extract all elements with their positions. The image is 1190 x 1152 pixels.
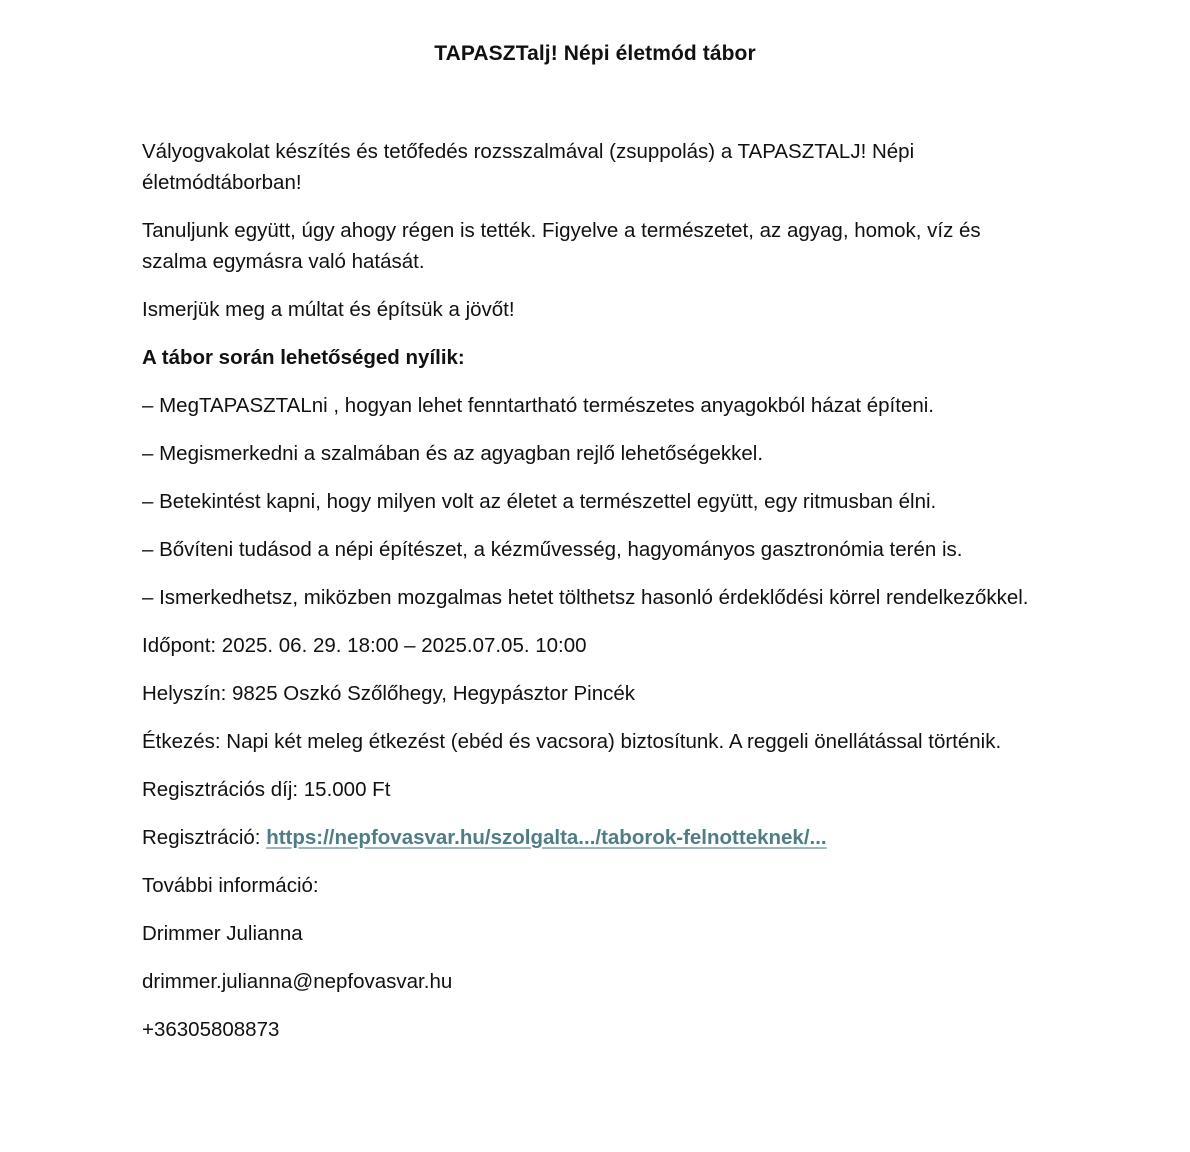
- opportunity-item: – Betekintést kapni, hogy milyen volt az életet a természettel együtt, egy ritmusban élni.: [142, 490, 937, 513]
- document-title: TAPASZTalj! Népi életmód tábor: [434, 42, 756, 65]
- registration-line: [142, 822, 1047, 853]
- event-fee: Regisztrációs díj: 15.000 Ft: [142, 778, 391, 801]
- contact-heading: További információ:: [142, 874, 319, 897]
- opportunity-item: – Bővíteni tudásod a népi építészet, a kézművesség, hagyományos gasztronómia terén is.: [142, 538, 963, 561]
- event-meals: Étkezés: Napi két meleg étkezést (ebéd és vacsora) biztosítunk. A reggeli önellátással történik.: [142, 730, 1002, 753]
- registration-label: Regisztráció:: [142, 826, 267, 849]
- intro-paragraph-2: Tanuljunk együtt, úgy ahogy régen is tették. Figyelve a természetet, az agyag, homok, víz és szalma egymásra való hatását.: [142, 219, 981, 273]
- opportunity-item: – MegTAPASZTALni , hogyan lehet fenntartható természetes anyagokból házat építeni.: [142, 394, 934, 417]
- opportunity-item: – Megismerkedni a szalmában és az agyagban rejlő lehetőségekkel.: [142, 442, 764, 465]
- opportunities-heading: A tábor során lehetőséged nyílik:: [142, 346, 465, 369]
- event-location: Helyszín: 9825 Oszkó Szőlőhegy, Hegypásztor Pincék: [142, 682, 636, 705]
- opportunity-item: – Ismerkedhetsz, miközben mozgalmas hetet tölthetsz hasonló érdeklődési körrel rendelkezőkkel.: [142, 586, 1029, 609]
- contact-name: Drimmer Julianna: [142, 922, 303, 945]
- contact-email: drimmer.julianna@nepfovasvar.hu: [142, 970, 453, 993]
- contact-phone: +36305808873: [142, 1018, 280, 1041]
- document-body: [142, 136, 1047, 1062]
- event-time: Időpont: 2025. 06. 29. 18:00 – 2025.07.05. 10:00: [142, 634, 587, 657]
- intro-paragraph-3: Ismerjük meg a múltat és építsük a jövőt!: [142, 298, 515, 321]
- intro-paragraph-1: Vályogvakolat készítés és tetőfedés rozsszalmával (zsuppolás) a TAPASZTALJ! Népi életmódtáborban!: [142, 140, 915, 194]
- registration-link[interactable]: https://nepfovasvar.hu/szolgalta.../taborok-felnotteknek/...: [266, 826, 827, 849]
